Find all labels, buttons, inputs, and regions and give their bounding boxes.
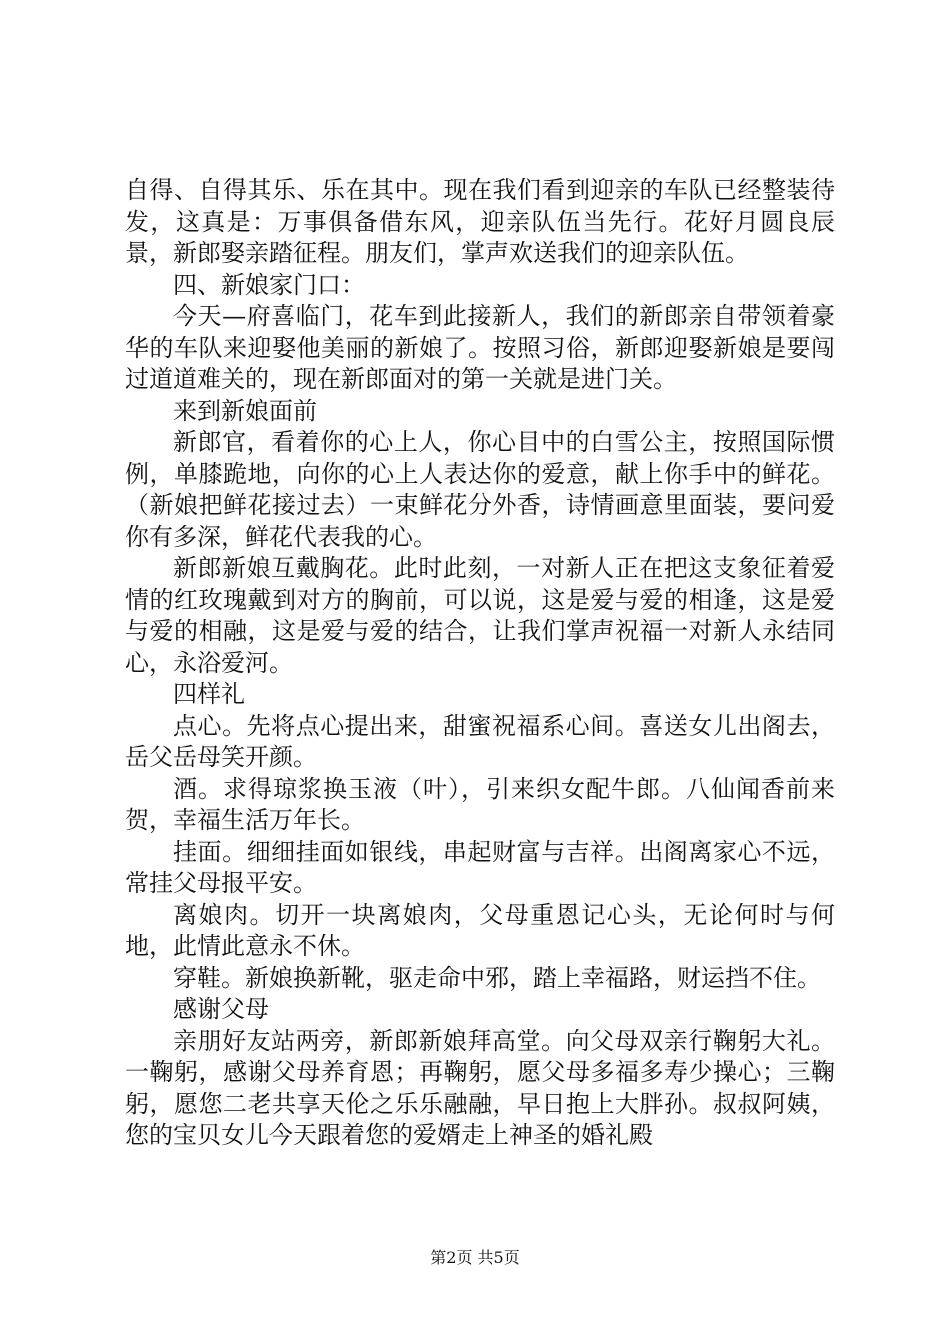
subheading: 来到新娘面前 xyxy=(173,396,317,425)
paragraph: 新郎新娘互戴胸花。此时此刻，一对新人正在把这支象征着爱情的红玫瑰戴到对方的胸前，可以说，这是爱与爱的相逢，这是爱与爱的相融，这是爱与爱的结合，让我们掌声祝福一对新人永结同心，永浴爱河。 xyxy=(125,554,835,677)
paragraph: 穿鞋。新娘换新靴，驱走命中邪，踏上幸福路，财运挡不住。 xyxy=(173,963,821,992)
subheading: 四样礼 xyxy=(173,680,245,708)
section-heading: 四、新娘家门口： xyxy=(173,270,365,299)
paragraph: 离娘肉。切开一块离娘肉，父母重恩记心头，无论何时与何地，此情此意永不休。 xyxy=(125,900,835,960)
page-number-footer: 第2页 共5页 xyxy=(430,1248,520,1267)
paragraph: 点心。先将点心提出来，甜蜜祝福系心间。喜送女儿出阁去，岳父岳母笑开颜。 xyxy=(125,711,835,771)
paragraph: 挂面。细细挂面如银线，串起财富与吉祥。出阁离家心不远，常挂父母报平安。 xyxy=(125,837,835,897)
subheading: 感谢父母 xyxy=(173,995,269,1023)
paragraph-continuation: 自得、自得其乐、乐在其中。现在我们看到迎亲的车队已经整装待发，这真是：万事俱备借东风，迎亲队伍当先行。花好月圆良辰景，新郎娶亲踏征程。朋友们，掌声欢送我们的迎亲队伍。 xyxy=(125,176,835,267)
paragraph: 新郎官，看着你的心上人，你心目中的白雪公主，按照国际惯例，单膝跪地，向你的心上人表达你的爱意，献上你手中的鲜花。（新娘把鲜花接过去）一束鲜花分外香，诗情画意里面装，要问爱你有多深，鲜花代表我的心。 xyxy=(125,428,835,551)
paragraph: 亲朋好友站两旁，新郎新娘拜高堂。向父母双亲行鞠躬大礼。一鞠躬，感谢父母养育恩；再鞠躬，愿父母多福多寿少操心；三鞠躬，愿您二老共享天伦之乐乐融融，早日抱上大胖孙。叔叔阿姨，您的宝贝女儿今天跟着您的爱婿走上神圣的婚礼殿 xyxy=(125,1026,835,1149)
paragraph: 酒。求得琼浆换玉液（叶），引来织女配牛郎。八仙闻香前来贺，幸福生活万年长。 xyxy=(125,774,835,834)
paragraph: 今天—府喜临门，花车到此接新人，我们的新郎亲自带领着豪华的车队来迎娶他美丽的新娘了。按照习俗，新郎迎娶新娘是要闯过道道难关的，现在新郎面对的第一关就是进门关。 xyxy=(125,302,835,393)
document-body xyxy=(125,175,835,1152)
